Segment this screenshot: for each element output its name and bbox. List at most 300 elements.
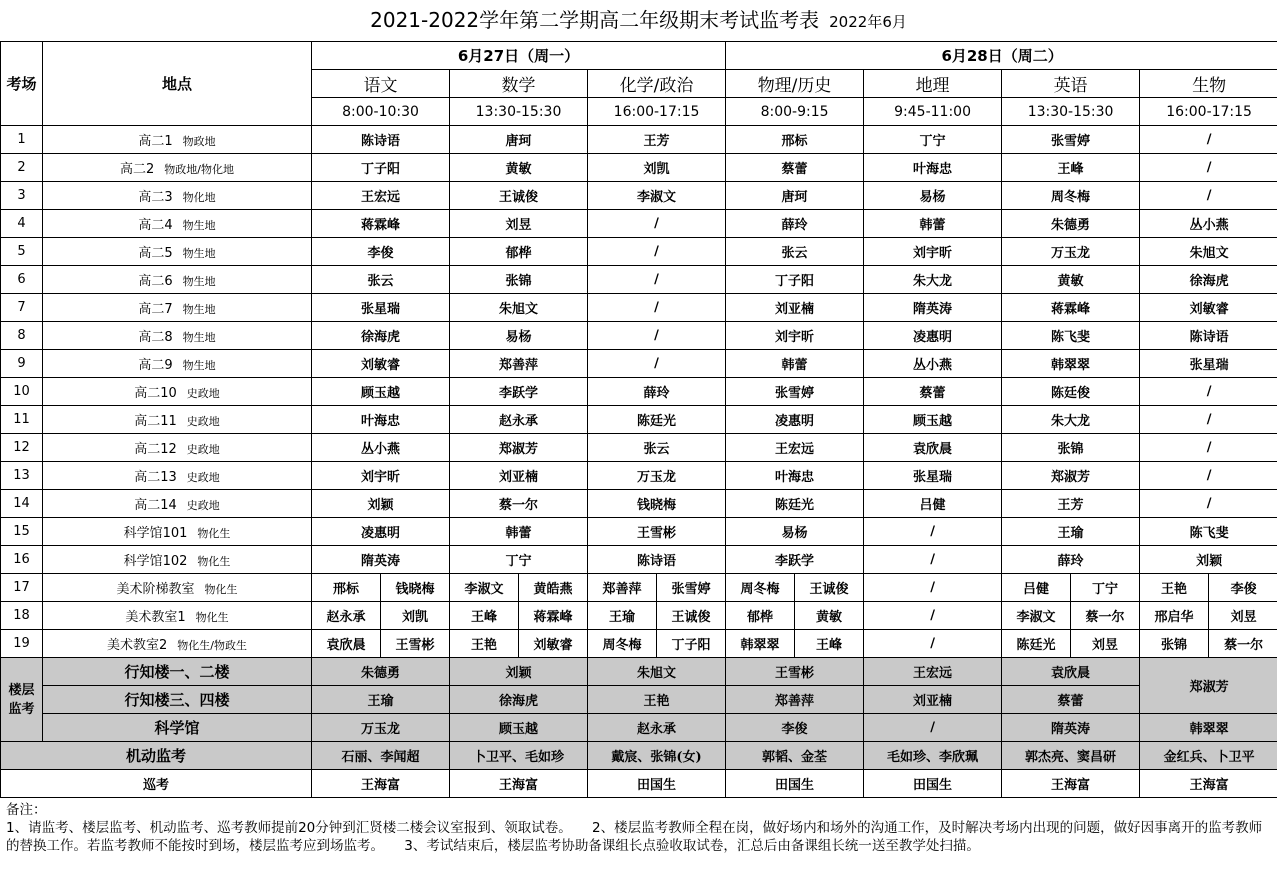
exam-room-number: 19	[1, 630, 43, 658]
proctor-cell: 袁欣晨	[864, 434, 1002, 462]
proctor-cell: 刘敏睿	[1140, 294, 1277, 322]
proctor-cell: 陈飞斐	[1002, 322, 1140, 350]
proctor-cell: 薛玲	[726, 210, 864, 238]
proctor-cell: 黄敏	[450, 154, 588, 182]
header-time: 8:00-9:15	[726, 98, 864, 126]
proctor-cell: 刘宇昕	[312, 462, 450, 490]
room-name: 高二9	[138, 358, 173, 373]
table-row	[1, 490, 1277, 518]
room-name: 高二12	[134, 442, 177, 457]
proctor-cell: 刘昱	[1209, 602, 1277, 630]
proctor-cell: /	[1140, 378, 1277, 406]
proctor-cell: 王瑜	[588, 602, 657, 630]
exam-room-number: 3	[1, 182, 43, 210]
proctor-cell: 张星瑞	[864, 462, 1002, 490]
proctor-cell: 邢标	[312, 574, 381, 602]
room-name: 美术阶梯教室	[116, 582, 195, 597]
notes-section	[0, 798, 1277, 855]
room-subject-combo: 史政地	[186, 471, 220, 484]
title-date: 2022年6月	[829, 13, 907, 31]
proctor-cell: 蔡蕾	[726, 154, 864, 182]
exam-room-number: 4	[1, 210, 43, 238]
exam-room-number: 1	[1, 126, 43, 154]
notes-heading: 备注：	[6, 802, 47, 818]
proctor-cell: 刘宇昕	[864, 238, 1002, 266]
proctor-cell: 韩翠翠	[726, 630, 795, 658]
proctor-cell: 王峰	[1002, 154, 1140, 182]
room-subject-combo: 史政地	[186, 415, 220, 428]
proctor-cell: 陈廷光	[726, 490, 864, 518]
proctor-cell: 王诚俊	[450, 182, 588, 210]
floor-location: 行知楼三、四楼	[43, 686, 312, 714]
proctor-cell: /	[864, 602, 1002, 630]
table-row	[1, 210, 1277, 238]
proctor-cell: 陈诗语	[312, 126, 450, 154]
floor-location: 行知楼一、二楼	[43, 658, 312, 686]
room-name: 高二8	[138, 330, 173, 345]
table-row	[1, 154, 1277, 182]
proctor-cell: 赵永承	[450, 406, 588, 434]
exam-location	[43, 322, 312, 350]
proctor-cell: 隋英涛	[312, 546, 450, 574]
title-text: 2021-2022学年第二学期高二年级期末考试监考表	[370, 8, 820, 32]
proctor-cell: 朱大龙	[864, 266, 1002, 294]
exam-location	[43, 518, 312, 546]
proctor-cell: /	[588, 322, 726, 350]
proctor-cell: /	[1140, 126, 1277, 154]
proctor-cell: 王芳	[1002, 490, 1140, 518]
proctor-cell: 李跃学	[450, 378, 588, 406]
header-subject: 语文	[312, 70, 450, 98]
patrol-cell: 田国生	[588, 770, 726, 798]
room-subject-combo: 物生地	[182, 219, 216, 232]
proctor-cell: 郑淑芳	[1002, 462, 1140, 490]
exam-room-number: 15	[1, 518, 43, 546]
table-row	[1, 602, 1277, 630]
floor-proctor-cell: 李俊	[726, 714, 864, 742]
proctor-cell: 丛小燕	[312, 434, 450, 462]
proctor-cell: 郑善萍	[450, 350, 588, 378]
proctor-cell: 隋英涛	[864, 294, 1002, 322]
room-subject-combo: 物政地/物化地	[164, 163, 234, 176]
proctor-cell: /	[864, 630, 1002, 658]
header-time: 9:45-11:00	[864, 98, 1002, 126]
room-name: 高二7	[138, 302, 173, 317]
exam-room-number: 12	[1, 434, 43, 462]
exam-location	[43, 294, 312, 322]
proctor-cell: 丁子阳	[312, 154, 450, 182]
proctor-cell: /	[864, 546, 1002, 574]
proctor-cell: 王艳	[1140, 574, 1209, 602]
table-row	[1, 182, 1277, 210]
floor-proctor-cell: 徐海虎	[450, 686, 588, 714]
mobile-proctor-cell: 戴宸、张锦(女)	[588, 742, 726, 770]
header-time: 8:00-10:30	[312, 98, 450, 126]
exam-location	[43, 490, 312, 518]
room-name: 美术教室1	[125, 610, 186, 625]
proctor-cell: 蒋霖峰	[312, 210, 450, 238]
proctor-cell: 陈廷光	[1002, 630, 1071, 658]
proctor-cell: 郁桦	[726, 602, 795, 630]
proctor-cell: 张雪婷	[1002, 126, 1140, 154]
table-row	[1, 630, 1277, 658]
proctor-cell: 周冬梅	[588, 630, 657, 658]
proctor-cell: 刘亚楠	[450, 462, 588, 490]
proctor-cell: 韩蕾	[726, 350, 864, 378]
proctor-cell: 张雪婷	[726, 378, 864, 406]
floor-proctor-row	[1, 714, 1277, 742]
proctor-cell: 刘颖	[312, 490, 450, 518]
room-subject-combo: 物生地	[182, 303, 216, 316]
proctor-cell: 王诚俊	[795, 574, 864, 602]
exam-room-number: 5	[1, 238, 43, 266]
proctor-cell: 钱晓梅	[588, 490, 726, 518]
proctor-cell: 刘颖	[1140, 546, 1277, 574]
mobile-proctor-cell: 毛如珍、李欣珮	[864, 742, 1002, 770]
proctor-cell: 丛小燕	[864, 350, 1002, 378]
proctor-cell: 易杨	[450, 322, 588, 350]
page-title	[0, 0, 1277, 41]
exam-location	[43, 126, 312, 154]
proctor-cell: 张雪婷	[657, 574, 726, 602]
exam-location	[43, 378, 312, 406]
proctor-cell: 朱旭文	[1140, 238, 1277, 266]
floor-proctor-cell: 朱德勇	[312, 658, 450, 686]
floor-proctor-cell: 王艳	[588, 686, 726, 714]
proctor-cell: 王宏远	[312, 182, 450, 210]
exam-location	[43, 462, 312, 490]
proctor-cell: /	[864, 574, 1002, 602]
patrol-cell: 王海富	[312, 770, 450, 798]
exam-room-number: 2	[1, 154, 43, 182]
exam-room-number: 18	[1, 602, 43, 630]
header-day-1: 6月27日（周一）	[312, 42, 726, 70]
floor-location: 科学馆	[43, 714, 312, 742]
proctor-cell: 王艳	[450, 630, 519, 658]
proctor-cell: 张云	[588, 434, 726, 462]
table-row	[1, 294, 1277, 322]
exam-location	[43, 630, 312, 658]
exam-location	[43, 210, 312, 238]
floor-proctor-row	[1, 658, 1277, 686]
table-row	[1, 322, 1277, 350]
proctor-cell: 顾玉越	[864, 406, 1002, 434]
patrol-cell: 田国生	[864, 770, 1002, 798]
table-row	[1, 350, 1277, 378]
room-name: 美术教室2	[107, 638, 168, 653]
schedule-table	[0, 41, 1277, 798]
room-subject-combo: 物生地	[182, 275, 216, 288]
exam-room-number: 16	[1, 546, 43, 574]
proctor-cell: 张锦	[1140, 630, 1209, 658]
exam-room-number: 11	[1, 406, 43, 434]
room-subject-combo: 史政地	[186, 443, 220, 456]
proctor-cell: 王雪彬	[588, 518, 726, 546]
exam-room-number: 8	[1, 322, 43, 350]
floor-proctor-bio-merged: 郑淑芳	[1140, 658, 1277, 714]
proctor-cell: 薛玲	[1002, 546, 1140, 574]
proctor-cell: 王雪彬	[381, 630, 450, 658]
proctor-cell: 张锦	[1002, 434, 1140, 462]
room-name: 高二11	[134, 414, 177, 429]
room-subject-combo: 物政地	[182, 135, 216, 148]
exam-room-number: 17	[1, 574, 43, 602]
floor-proctor-cell: /	[864, 714, 1002, 742]
exam-room-number: 7	[1, 294, 43, 322]
room-name: 科学馆101	[123, 526, 188, 541]
floor-proctor-row	[1, 686, 1277, 714]
exam-location	[43, 154, 312, 182]
patrol-cell: 王海富	[1002, 770, 1140, 798]
mobile-proctor-cell: 石丽、李闻超	[312, 742, 450, 770]
proctor-cell: /	[588, 210, 726, 238]
header-subject: 地理	[864, 70, 1002, 98]
floor-proctor-cell: 万玉龙	[312, 714, 450, 742]
room-subject-combo: 物化生	[197, 527, 231, 540]
floor-proctor-cell: 王宏远	[864, 658, 1002, 686]
proctor-cell: 李跃学	[726, 546, 864, 574]
proctor-cell: 顾玉越	[312, 378, 450, 406]
room-name: 高二6	[138, 274, 173, 289]
proctor-cell: /	[588, 238, 726, 266]
proctor-cell: 王芳	[588, 126, 726, 154]
room-subject-combo: 物化生	[197, 555, 231, 568]
proctor-cell: 王诚俊	[657, 602, 726, 630]
patrol-cell: 田国生	[726, 770, 864, 798]
room-name: 高二10	[134, 386, 177, 401]
floor-proctor-cell: 刘亚楠	[864, 686, 1002, 714]
proctor-cell: 蔡一尔	[450, 490, 588, 518]
proctor-cell: 朱德勇	[1002, 210, 1140, 238]
proctor-cell: 刘凯	[588, 154, 726, 182]
proctor-cell: 王峰	[450, 602, 519, 630]
room-subject-combo: 物生地	[182, 359, 216, 372]
exam-location	[43, 434, 312, 462]
table-row	[1, 518, 1277, 546]
proctor-cell: 李淑文	[588, 182, 726, 210]
proctor-cell: 陈诗语	[588, 546, 726, 574]
proctor-cell: 刘敏睿	[519, 630, 588, 658]
proctor-cell: 叶海忠	[864, 154, 1002, 182]
floor-proctor-cell: 王雪彬	[726, 658, 864, 686]
proctor-cell: 刘昱	[450, 210, 588, 238]
room-name: 高二3	[138, 190, 173, 205]
proctor-cell: 凌惠明	[312, 518, 450, 546]
proctor-cell: 刘凯	[381, 602, 450, 630]
table-row	[1, 546, 1277, 574]
patrol-label: 巡考	[1, 770, 312, 798]
mobile-proctor-cell: 卜卫平、毛如珍	[450, 742, 588, 770]
floor-proctor-cell: 隋英涛	[1002, 714, 1140, 742]
proctor-cell: 薛玲	[588, 378, 726, 406]
mobile-proctor-label: 机动监考	[1, 742, 312, 770]
proctor-cell: /	[1140, 434, 1277, 462]
proctor-cell: /	[588, 294, 726, 322]
proctor-cell: 丛小燕	[1140, 210, 1277, 238]
proctor-cell: 陈诗语	[1140, 322, 1277, 350]
proctor-cell: 黄敏	[795, 602, 864, 630]
proctor-cell: 王宏远	[726, 434, 864, 462]
proctor-cell: 李俊	[1209, 574, 1277, 602]
proctor-cell: 唐珂	[726, 182, 864, 210]
proctor-cell: 蔡蕾	[864, 378, 1002, 406]
table-row	[1, 574, 1277, 602]
header-subject: 英语	[1002, 70, 1140, 98]
proctor-cell: 钱晓梅	[381, 574, 450, 602]
room-subject-combo: 物化生	[195, 611, 229, 624]
floor-proctor-cell: 朱旭文	[588, 658, 726, 686]
proctor-cell: 刘敏睿	[312, 350, 450, 378]
room-name: 高二5	[138, 246, 173, 261]
header-subject: 化学/政治	[588, 70, 726, 98]
proctor-cell: 韩翠翠	[1002, 350, 1140, 378]
proctor-cell: 邢标	[726, 126, 864, 154]
proctor-cell: 刘亚楠	[726, 294, 864, 322]
header-location: 地点	[43, 42, 312, 126]
exam-room-number: 13	[1, 462, 43, 490]
header-subject: 物理/历史	[726, 70, 864, 98]
mobile-proctor-cell: 金红兵、卜卫平	[1140, 742, 1277, 770]
proctor-cell: 刘宇昕	[726, 322, 864, 350]
proctor-cell: 蔡一尔	[1071, 602, 1140, 630]
table-row	[1, 126, 1277, 154]
proctor-cell: /	[1140, 154, 1277, 182]
floor-label-line-2: 监考	[8, 701, 35, 717]
mobile-proctor-cell: 郭韬、金荃	[726, 742, 864, 770]
proctor-cell: 丁宁	[864, 126, 1002, 154]
proctor-cell: 赵永承	[312, 602, 381, 630]
exam-room-number: 6	[1, 266, 43, 294]
table-row	[1, 266, 1277, 294]
floor-proctor-cell: 韩翠翠	[1140, 714, 1277, 742]
proctor-cell: 丁子阳	[726, 266, 864, 294]
proctor-cell: 韩蕾	[450, 518, 588, 546]
proctor-cell: /	[1140, 462, 1277, 490]
room-subject-combo: 物生地	[182, 247, 216, 260]
floor-proctor-cell: 蔡蕾	[1002, 686, 1140, 714]
proctor-cell: 郑淑芳	[450, 434, 588, 462]
proctor-cell: 袁欣晨	[312, 630, 381, 658]
room-subject-combo: 物化生	[204, 583, 238, 596]
proctor-cell: 张锦	[450, 266, 588, 294]
proctor-cell: 万玉龙	[588, 462, 726, 490]
room-name: 科学馆102	[123, 554, 188, 569]
table-row	[1, 434, 1277, 462]
exam-room-number: 9	[1, 350, 43, 378]
proctor-cell: 陈廷光	[588, 406, 726, 434]
proctor-cell: 万玉龙	[1002, 238, 1140, 266]
proctor-cell: 丁宁	[450, 546, 588, 574]
table-row	[1, 378, 1277, 406]
exam-location	[43, 406, 312, 434]
proctor-cell: 周冬梅	[1002, 182, 1140, 210]
proctor-cell: 蒋霖峰	[519, 602, 588, 630]
patrol-cell: 王海富	[450, 770, 588, 798]
room-subject-combo: 史政地	[186, 387, 220, 400]
exam-location	[43, 350, 312, 378]
proctor-cell: 黄敏	[1002, 266, 1140, 294]
proctor-cell: /	[588, 350, 726, 378]
proctor-cell: 张云	[312, 266, 450, 294]
proctor-cell: 易杨	[726, 518, 864, 546]
proctor-cell: 蒋霖峰	[1002, 294, 1140, 322]
room-subject-combo: 物化地	[182, 191, 216, 204]
floor-proctor-cell: 王瑜	[312, 686, 450, 714]
header-subject: 数学	[450, 70, 588, 98]
room-name: 高二4	[138, 218, 173, 233]
exam-location	[43, 182, 312, 210]
proctor-cell: 丁子阳	[657, 630, 726, 658]
proctor-cell: 王瑜	[1002, 518, 1140, 546]
proctor-cell: 凌惠明	[864, 322, 1002, 350]
proctor-cell: 丁宁	[1071, 574, 1140, 602]
notes-text: 1、请监考、楼层监考、机动监考、巡考教师提前20分钟到汇贤楼二楼会议室报到、领取试卷。 2、楼层监考教师全程在岗，做好场内和场外的沟通工作，及时解决考场内出现的问题，做好因事离开的监考教师的替换工作。若监考教师不能按时到场，楼层监考应到场监考。 3、考试结束后，楼层监考协助备课组长点验收取试卷，汇总后由备课组长统一送至教学处扫描。	[6, 820, 1263, 854]
proctor-cell: 张星瑞	[1140, 350, 1277, 378]
proctor-cell: 朱大龙	[1002, 406, 1140, 434]
proctor-cell: 蔡一尔	[1209, 630, 1277, 658]
proctor-cell: 李淑文	[450, 574, 519, 602]
exam-location	[43, 574, 312, 602]
proctor-cell: 叶海忠	[312, 406, 450, 434]
exam-room-number: 14	[1, 490, 43, 518]
header-time: 13:30-15:30	[450, 98, 588, 126]
floor-proctor-cell: 赵永承	[588, 714, 726, 742]
proctor-cell: 郁桦	[450, 238, 588, 266]
proctor-cell: 吕健	[864, 490, 1002, 518]
proctor-cell: 李淑文	[1002, 602, 1071, 630]
proctor-cell: /	[864, 518, 1002, 546]
proctor-cell: 叶海忠	[726, 462, 864, 490]
proctor-cell: 吕健	[1002, 574, 1071, 602]
patrol-cell: 王海富	[1140, 770, 1277, 798]
room-subject-combo: 物化生/物政生	[177, 639, 247, 652]
floor-proctor-cell: 顾玉越	[450, 714, 588, 742]
floor-proctor-label	[1, 658, 43, 742]
exam-location	[43, 546, 312, 574]
header-time: 13:30-15:30	[1002, 98, 1140, 126]
exam-location	[43, 602, 312, 630]
table-row	[1, 238, 1277, 266]
proctor-cell: /	[1140, 406, 1277, 434]
proctor-cell: 郑善萍	[588, 574, 657, 602]
proctor-cell: 朱旭文	[450, 294, 588, 322]
room-name: 高二1	[138, 134, 173, 149]
floor-proctor-cell: 袁欣晨	[1002, 658, 1140, 686]
room-subject-combo: 物生地	[182, 331, 216, 344]
proctor-cell: 黄皓燕	[519, 574, 588, 602]
proctor-cell: 韩蕾	[864, 210, 1002, 238]
floor-proctor-cell: 刘颖	[450, 658, 588, 686]
header-time: 16:00-17:15	[1140, 98, 1277, 126]
patrol-row	[1, 770, 1277, 798]
proctor-cell: 周冬梅	[726, 574, 795, 602]
room-name: 高二14	[134, 498, 177, 513]
proctor-cell: 王峰	[795, 630, 864, 658]
proctor-cell: 李俊	[312, 238, 450, 266]
proctor-cell: 邢启华	[1140, 602, 1209, 630]
floor-proctor-cell: 郑善萍	[726, 686, 864, 714]
exam-location	[43, 266, 312, 294]
table-row	[1, 406, 1277, 434]
room-subject-combo: 史政地	[186, 499, 220, 512]
proctor-cell: 陈飞斐	[1140, 518, 1277, 546]
exam-room-number: 10	[1, 378, 43, 406]
floor-label-line-1: 楼层	[8, 682, 35, 698]
mobile-proctor-cell: 郭杰亮、窦昌研	[1002, 742, 1140, 770]
proctor-cell: /	[1140, 182, 1277, 210]
header-subject: 生物	[1140, 70, 1277, 98]
proctor-cell: 刘昱	[1071, 630, 1140, 658]
